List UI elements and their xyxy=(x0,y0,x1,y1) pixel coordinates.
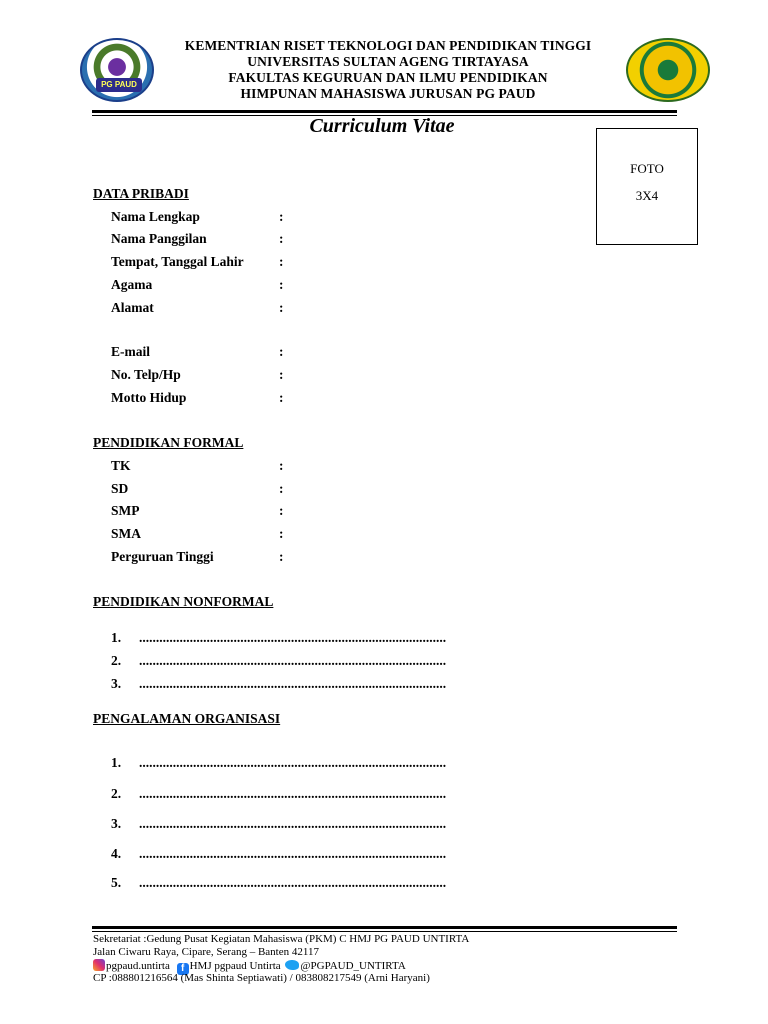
footer-address-1: Sekretariat :Gedung Pusat Kegiatan Mahasiswa (PKM) C HMJ PG PAUD UNTIRTA xyxy=(93,933,470,945)
field-label-perguruan-tinggi: Perguruan Tinggi xyxy=(111,549,214,564)
field-label-motto: Motto Hidup xyxy=(111,390,187,405)
field-label-nama-panggilan: Nama Panggilan xyxy=(111,231,207,246)
letterhead-line-4: HIMPUNAN MAHASISWA JURUSAN PG PAUD xyxy=(240,86,536,101)
field-label-sma: SMA xyxy=(111,526,141,541)
field-colon: : xyxy=(279,344,284,359)
facebook-icon: f xyxy=(177,963,189,975)
field-label-agama: Agama xyxy=(111,277,153,292)
field-colon: : xyxy=(279,458,284,473)
field-colon: : xyxy=(279,300,284,315)
field-colon: : xyxy=(279,277,284,292)
document-title: Curriculum Vitae xyxy=(309,115,455,137)
facebook-handle: HMJ pgpaud Untirta xyxy=(189,960,281,972)
field-colon: : xyxy=(279,367,284,382)
section-title-pendidikan-nonformal: PENDIDIKAN NONFORMAL xyxy=(93,594,274,609)
twitter-icon xyxy=(285,960,299,970)
field-label-telp: No. Telp/Hp xyxy=(111,367,181,382)
field-colon: : xyxy=(279,549,284,564)
section-title-pendidikan-formal: PENDIDIKAN FORMAL xyxy=(93,435,244,450)
list-item-number: 4. xyxy=(111,846,122,861)
fill-in-line: ........................................................................................... xyxy=(139,653,447,667)
list-item-number: 3. xyxy=(111,816,122,831)
letterhead-line-3: FAKULTAS KEGURUAN DAN ILMU PENDIDIKAN xyxy=(228,70,548,85)
fill-in-line: ........................................................................................... xyxy=(139,816,447,830)
fill-in-line: ........................................................................................... xyxy=(139,630,447,644)
list-item-number: 1. xyxy=(111,630,122,645)
field-label-sd: SD xyxy=(111,481,129,496)
letterhead-line-2: UNIVERSITAS SULTAN AGENG TIRTAYASA xyxy=(247,54,529,69)
photo-label: FOTO xyxy=(630,161,664,176)
field-colon: : xyxy=(279,481,284,496)
field-colon: : xyxy=(279,209,284,224)
logo-label: PG PAUD xyxy=(96,78,142,92)
list-item-number: 3. xyxy=(111,676,122,691)
field-label-alamat: Alamat xyxy=(111,300,154,315)
field-colon: : xyxy=(279,254,284,269)
twitter-handle: @PGPAUD_UNTIRTA xyxy=(300,960,406,972)
fill-in-line: ........................................................................................... xyxy=(139,676,447,690)
letterhead xyxy=(150,38,626,102)
footer-address-2: Jalan Ciwaru Raya, Cipare, Serang – Banten 42117 xyxy=(93,946,319,958)
fill-in-line: ........................................................................................... xyxy=(139,846,447,860)
list-item-number: 1. xyxy=(111,755,122,770)
untirta-logo xyxy=(626,38,710,102)
section-title-pengalaman-organisasi: PENGALAMAN ORGANISASI xyxy=(93,711,281,726)
footer-divider-thin xyxy=(92,931,677,932)
instagram-handle: pgpaud.untirta xyxy=(106,960,170,972)
field-label-email: E-mail xyxy=(111,344,150,359)
field-colon: : xyxy=(279,503,284,518)
fill-in-line: ........................................................................................... xyxy=(139,875,447,889)
footer-divider xyxy=(92,926,677,929)
section-title-data-pribadi: DATA PRIBADI xyxy=(93,186,189,201)
header-divider xyxy=(92,110,677,113)
field-colon: : xyxy=(279,390,284,405)
field-label-smp: SMP xyxy=(111,503,140,518)
fill-in-line: ........................................................................................... xyxy=(139,786,447,800)
hmj-pg-paud-logo xyxy=(80,38,154,102)
field-colon: : xyxy=(279,231,284,246)
field-label-nama-lengkap: Nama Lengkap xyxy=(111,209,200,224)
field-label-tempat-tanggal-lahir: Tempat, Tanggal Lahir xyxy=(111,254,244,269)
list-item-number: 5. xyxy=(111,875,122,890)
field-label-tk: TK xyxy=(111,458,131,473)
letterhead-line-1: KEMENTRIAN RISET TEKNOLOGI DAN PENDIDIKAN TINGGI xyxy=(184,38,592,53)
instagram-icon xyxy=(93,959,105,971)
photo-size: 3X4 xyxy=(635,188,659,203)
fill-in-line: ........................................................................................... xyxy=(139,755,447,769)
photo-placeholder xyxy=(596,128,698,245)
list-item-number: 2. xyxy=(111,653,122,668)
footer-contact: CP :088801216564 (Mas Shinta Septiawati) / 083808217549 (Arni Haryani) xyxy=(93,972,430,984)
list-item-number: 2. xyxy=(111,786,122,801)
field-colon: : xyxy=(279,526,284,541)
